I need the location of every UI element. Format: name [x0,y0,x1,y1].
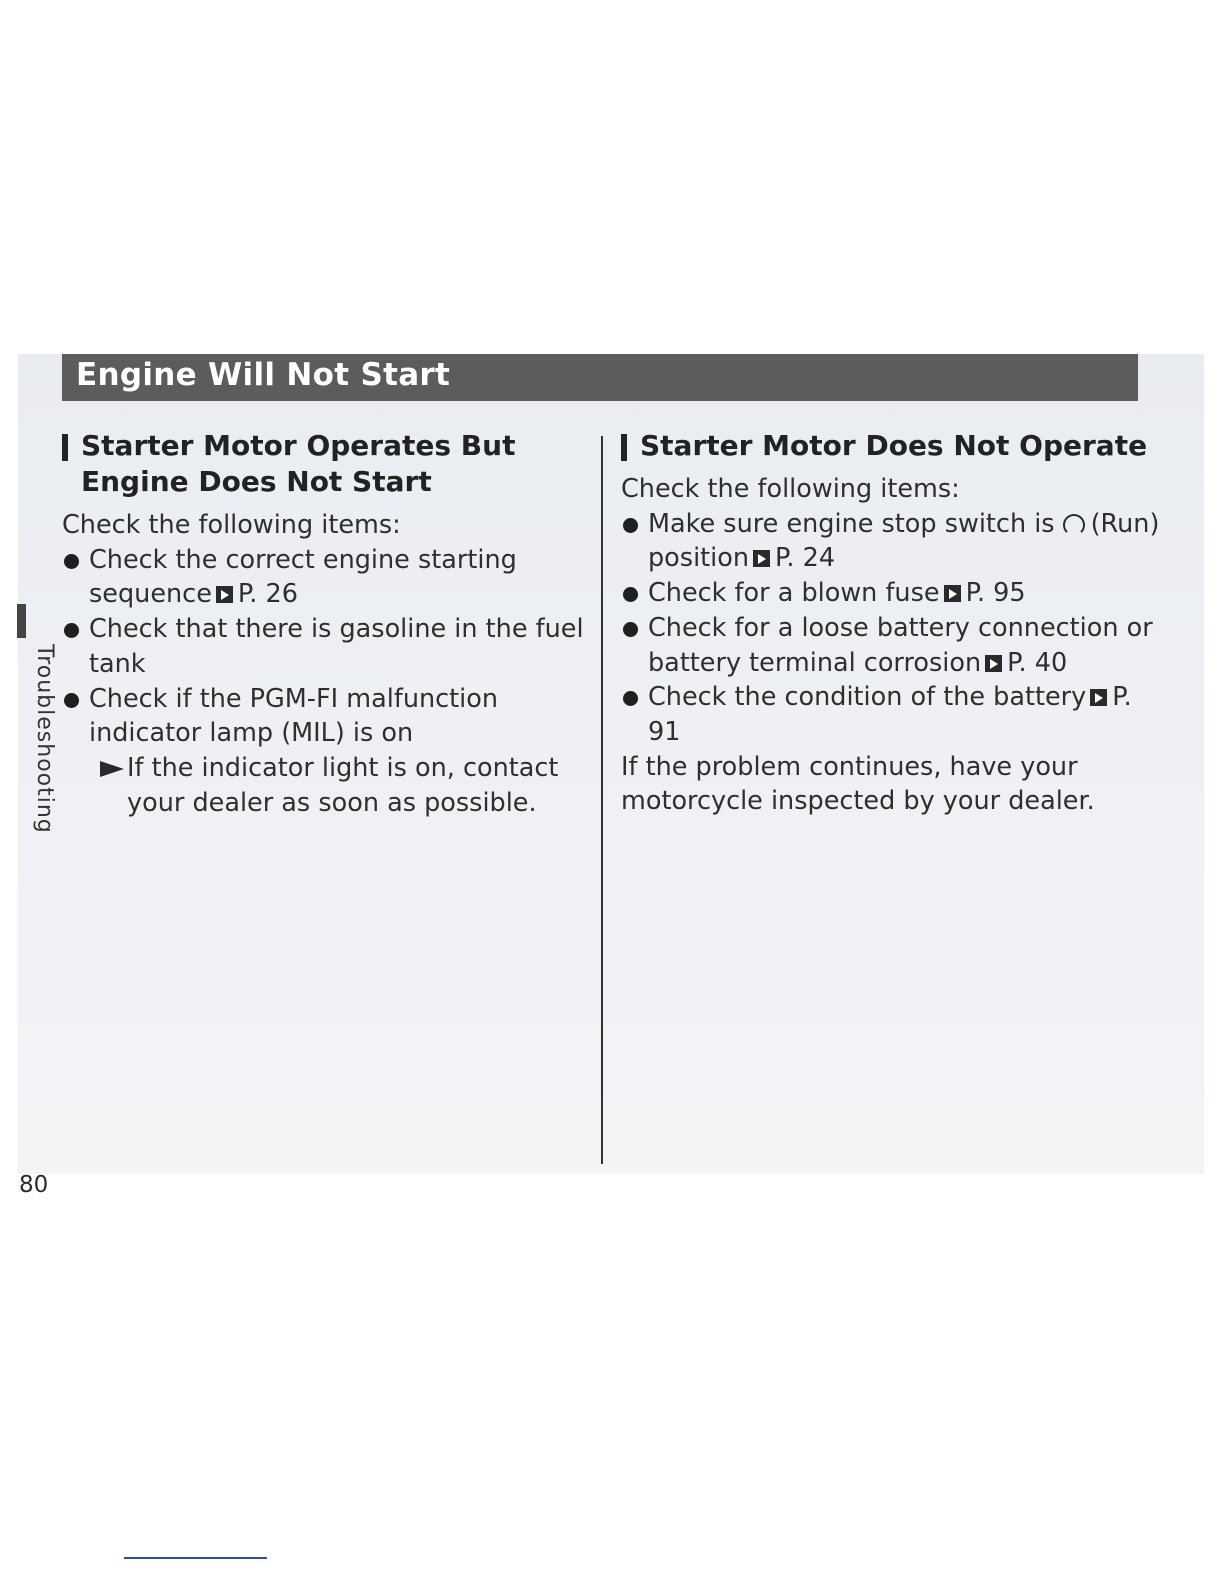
item-text: Check if the PGM-FI malfunction indicator lamp (MIL) is on [89,683,499,749]
page-reference-icon [753,550,770,567]
section-header-bar [62,354,1138,401]
closing-text: If the problem continues, have your motorcycle inspected by your dealer. [621,751,1095,817]
page-reference-link[interactable]: P. 26 [237,579,298,610]
section-heading-does-not-operate [621,428,1161,464]
heading-bar-icon [62,434,68,461]
bullet-icon [64,554,79,569]
page-reference-icon [216,586,233,603]
item-text: Check the condition of the battery [648,682,1087,713]
list-item [621,576,1161,611]
intro-text: Check the following items: [62,510,401,540]
bullet-icon [64,693,79,708]
bullet-icon [623,518,638,533]
page-reference-icon [985,655,1002,672]
footer-rule [124,1557,267,1559]
list-item [62,543,590,612]
left-column [62,428,590,820]
sub-item-text: If the indicator light is on, contact your dealer as soon as possible. [127,752,559,818]
item-text: Check for a blown fuse [648,578,940,609]
arrow-right-icon [100,761,124,777]
side-section-label: Troubleshooting [32,644,57,834]
heading-text: Starter Motor Does Not Operate [640,429,1148,462]
item-text-after: (Run) position [648,508,1160,574]
bullet-icon [623,622,638,637]
list-item [621,507,1161,576]
list-item [62,682,590,751]
side-tab-marker [17,604,26,638]
page-title: Engine Will Not Start [76,357,451,393]
right-column [621,428,1161,819]
heading-bar-icon [621,434,627,461]
page-reference-icon [1090,689,1107,706]
run-switch-icon [1063,514,1085,536]
intro-text: Check the following items: [621,474,960,504]
column-divider [601,436,603,1164]
sub-list-item [62,751,590,820]
item-text: Make sure engine stop switch is [648,508,1055,539]
bullet-icon [623,691,638,706]
list-item [621,611,1161,680]
list-item [62,612,590,681]
page-reference-link[interactable]: P. 95 [965,578,1026,609]
page-reference-link[interactable]: P. 24 [775,543,836,574]
page-number: 80 [19,1172,49,1198]
heading-text: Starter Motor Operates But Engine Does Not Start [81,429,516,498]
list-item [621,680,1161,749]
section-heading-operates [62,428,590,500]
page-reference-link[interactable]: P. 91 [648,682,1132,747]
item-text: Check the correct engine starting sequence [89,544,517,610]
bullet-icon [623,587,638,602]
page-reference-link[interactable]: P. 40 [1007,647,1068,678]
item-text: Check that there is gasoline in the fuel tank [89,614,584,679]
page-reference-icon [944,585,961,602]
bullet-icon [64,623,79,638]
item-text: Check for a loose battery connection or battery terminal corrosion [648,612,1153,678]
